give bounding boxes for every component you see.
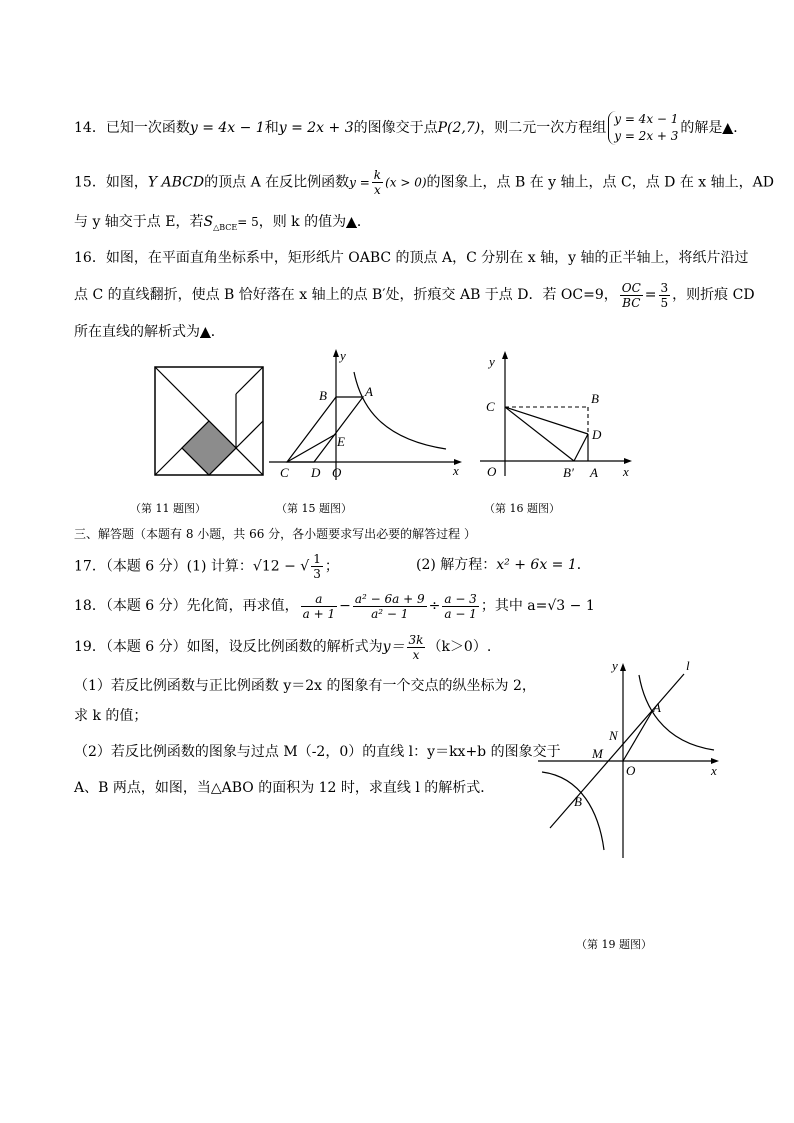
fig15-label-a: A bbox=[365, 384, 373, 399]
fig19-label-x: x bbox=[711, 763, 717, 778]
q15-text-1b: 的顶点 A 在反比例函数 bbox=[204, 174, 350, 191]
caption-fig-11: （第 11 题图） bbox=[130, 502, 206, 515]
q17-semicolon: ； bbox=[324, 558, 339, 575]
fig15-label-y: y bbox=[340, 348, 346, 363]
fig11-shaded-square bbox=[182, 421, 236, 475]
q15-shape: Y ABCD bbox=[147, 174, 205, 191]
caption-fig-19: （第 19 题图） bbox=[576, 938, 652, 951]
q16-text-2b: ，则折痕 CD bbox=[672, 287, 755, 303]
question-14: 14．已知一次函数y = 4x − 1和y = 2x + 3的图像交于点P(2,7)，则二元一次方程组 y = 4x − 1 y = 2x + 3 的解是▲． bbox=[74, 112, 748, 143]
fig16-label-a: A bbox=[590, 465, 598, 480]
q17-equation: x² + 6x = 1 bbox=[496, 557, 577, 573]
fig19-label-b: B bbox=[574, 794, 582, 809]
question-17-part-2 bbox=[416, 552, 591, 578]
fig15-label-x: x bbox=[453, 463, 459, 478]
fig16-label-x: x bbox=[623, 464, 629, 479]
question-15-line-1 bbox=[74, 168, 774, 197]
q18-text-b: ；其中 a= bbox=[480, 598, 548, 614]
question-16-line-3: 所在直线的解析式为▲． bbox=[74, 324, 225, 340]
fig19-label-y: y bbox=[612, 658, 618, 673]
q16-ratio-value bbox=[659, 281, 671, 310]
q18-text-a: 18．（本题 6 分）先化简，再求值， bbox=[74, 598, 299, 614]
q18-value: √3 − 1 bbox=[547, 598, 595, 614]
fig15-y-arrow bbox=[333, 349, 339, 357]
fig15-segment-ce bbox=[287, 434, 336, 462]
fig15-label-c: C bbox=[280, 465, 289, 480]
q15-fraction-den: x bbox=[374, 183, 381, 197]
q19-part-1: （1）若反比例函数与正比例函数 y＝2x 的图象有一个交点的纵坐标为 2， bbox=[74, 678, 536, 694]
q15-func-y: y = bbox=[349, 175, 370, 190]
section-3-heading: 三、解答题（本题有 8 小题，共 66 分，各小题要求写出必要的解答过程 ） bbox=[74, 527, 476, 541]
q18-divide: ÷ bbox=[428, 598, 441, 614]
figure-15 bbox=[266, 346, 466, 484]
q14-equation-2: y = 2x + 3 bbox=[614, 129, 679, 143]
fig19-branch-lower bbox=[542, 772, 604, 850]
q17-text-a: 17．（本题 6 分）(1) 计算： bbox=[74, 558, 253, 575]
q19-fraction bbox=[407, 633, 426, 662]
fig16-y-arrow bbox=[502, 351, 508, 359]
q19-part-2: （2）若反比例函数的图象与过点 M（-2，0）的直线 l：y＝kx+b 的图象交于 bbox=[74, 744, 561, 760]
q16-text-3a: 所在直线的解析式为 bbox=[74, 324, 200, 340]
q17-end: ． bbox=[576, 557, 591, 573]
figure-19 bbox=[536, 654, 732, 860]
q18-fraction-3 bbox=[442, 592, 478, 621]
q15-fraction bbox=[372, 168, 383, 197]
fig16-segment-cbprime bbox=[505, 407, 574, 461]
q15-area-symbol: S bbox=[203, 214, 214, 230]
fig19-label-o: O bbox=[626, 763, 636, 778]
q15-text-2b: ，则 k 的值为 bbox=[258, 214, 347, 230]
q15-area-subscript: △BCE bbox=[213, 222, 238, 232]
q19-fraction-den: x bbox=[412, 647, 420, 662]
q14-text-b: 和 bbox=[264, 120, 279, 136]
q14-text-e: 的解是 bbox=[680, 120, 723, 136]
q15-condition: (x > 0) bbox=[385, 175, 427, 190]
q16-answer-mark: ▲ bbox=[200, 324, 211, 340]
q15-answer-mark: ▲ bbox=[346, 214, 357, 230]
q15-fraction-num: k bbox=[373, 168, 382, 182]
question-15-line-2: 与 y 轴交于点 E，若$S_{\triangle BCE}= 5$，则 k 的值为▲． bbox=[74, 214, 371, 232]
q18-f3-num: a − 3 bbox=[444, 591, 477, 606]
q19-text-a: 19．（本题 6 分）如图，设反比例函数的解析式为 bbox=[74, 639, 383, 655]
fig11-line-5 bbox=[236, 367, 263, 394]
q16-value-num: 3 bbox=[660, 280, 669, 295]
q15-text-2a: 与 y 轴交于点 E，若 bbox=[74, 214, 204, 230]
q14-text-d: ，则二元一次方程组 bbox=[480, 120, 607, 136]
q19-fraction-num: 3k bbox=[408, 632, 424, 647]
question-18 bbox=[74, 586, 595, 626]
figure-16 bbox=[478, 348, 638, 486]
caption-fig-15: （第 15 题图） bbox=[276, 502, 352, 515]
q18-f2-num: a² − 6a + 9 bbox=[354, 591, 425, 606]
fig16-segment-bprime-d bbox=[574, 434, 588, 461]
q15-text-1a: 15．如图， bbox=[74, 174, 148, 191]
q16-value-den: 5 bbox=[660, 295, 669, 310]
q19-condition: （k＞0）. bbox=[427, 639, 492, 655]
q14-function-2: y = 2x + 3 bbox=[278, 120, 354, 136]
fig19-y-arrow bbox=[620, 663, 626, 671]
fig15-label-b: B bbox=[319, 388, 327, 403]
fig19-label-m: M bbox=[592, 746, 603, 761]
question-17 bbox=[74, 552, 339, 581]
fig16-label-c: C bbox=[486, 399, 495, 414]
question-16-line-1: 16．如图，在平面直角坐标系中，矩形纸片 OABC 的顶点 A，C 分别在 x 轴，y 轴的正半轴上，将纸片沿过 bbox=[74, 250, 749, 266]
fig16-label-y: y bbox=[489, 354, 495, 369]
q14-point: P(2,7) bbox=[437, 120, 481, 136]
q18-f2-den: a² − 1 bbox=[371, 606, 409, 621]
fig15-label-e: E bbox=[337, 434, 345, 449]
q14-equation-system bbox=[608, 111, 678, 145]
q18-minus: − bbox=[339, 598, 351, 614]
q17-fraction-den: 3 bbox=[313, 567, 321, 581]
fig15-parallelogram bbox=[287, 397, 363, 462]
fig19-segment-oa bbox=[623, 710, 653, 761]
q14-text-a: 14．已知一次函数 bbox=[74, 120, 190, 136]
fig16-label-o: O bbox=[487, 464, 497, 479]
q19-part-1b: 求 k 的值； bbox=[74, 708, 148, 724]
question-16-line-2 bbox=[74, 280, 755, 310]
q14-equation-1: y = 4x − 1 bbox=[614, 112, 679, 126]
fig16-label-bprime: B′ bbox=[563, 465, 574, 480]
figure-11 bbox=[150, 362, 268, 480]
q14-function-1: y = 4x − 1 bbox=[189, 120, 265, 136]
fig19-label-a: A bbox=[653, 700, 661, 715]
q16-ratio-den: BC bbox=[622, 295, 641, 310]
fig15-label-d: D bbox=[311, 465, 321, 480]
q17-fraction-num: 1 bbox=[313, 552, 321, 566]
q16-ratio-num: OC bbox=[621, 280, 641, 295]
fig16-label-b: B bbox=[591, 391, 599, 406]
caption-fig-16: （第 16 题图） bbox=[484, 502, 560, 515]
q14-text-c: 的图像交于点 bbox=[353, 120, 438, 136]
q17-fraction bbox=[311, 552, 323, 581]
question-19 bbox=[74, 630, 491, 664]
q18-f3-den: a − 1 bbox=[444, 606, 477, 621]
q19-func-y: y＝ bbox=[382, 639, 405, 655]
q18-fraction-1 bbox=[301, 592, 337, 621]
q18-fraction-2 bbox=[353, 592, 427, 621]
q17-text-b: (2) 解方程： bbox=[416, 557, 497, 573]
q16-ratio bbox=[620, 281, 643, 310]
q15-area-value: = 5 bbox=[237, 215, 259, 229]
fig16-fold-cd bbox=[505, 407, 588, 434]
q16-text-2a: 点 C 的直线翻折，使点 B 恰好落在 x 轴上的点 B′处，折痕交 AB 于点 D．若 OC=9， bbox=[74, 287, 618, 303]
q17-expression: √12 − √ bbox=[252, 558, 310, 575]
fig19-label-l: l bbox=[686, 658, 690, 673]
fig19-line-l bbox=[550, 674, 684, 828]
q15-text-1c: 的图象上，点 B 在 y 轴上，点 C，点 D 在 x 轴上，AD bbox=[426, 174, 774, 191]
fig19-label-n: N bbox=[609, 728, 618, 743]
q18-f1-num: a bbox=[301, 592, 337, 607]
fig16-label-d: D bbox=[592, 427, 602, 442]
q16-ratio-equals: = bbox=[644, 287, 657, 303]
q19-part-2b: A、B 两点，如图，当△ABO 的面积为 12 时，求直线 l 的解析式． bbox=[74, 780, 495, 796]
q18-f1-den: a + 1 bbox=[302, 606, 336, 621]
q14-answer-mark: ▲ bbox=[722, 120, 734, 136]
fig15-label-o: O bbox=[332, 465, 342, 480]
